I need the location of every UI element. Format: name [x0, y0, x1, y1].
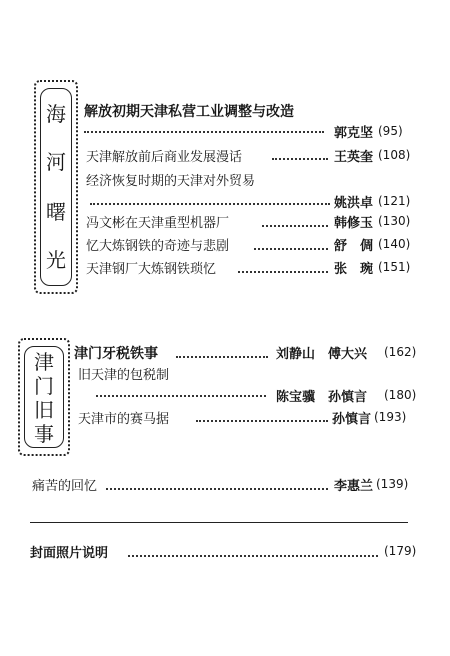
- toc-entry-title[interactable]: 封面照片说明: [30, 546, 109, 561]
- toc-entry-page: (179): [384, 544, 417, 558]
- toc-entry-page: (151): [378, 260, 411, 274]
- toc-entry-author: 姚洪卓: [334, 196, 374, 211]
- leader-dots: [196, 420, 328, 422]
- leader-dots: [128, 555, 378, 557]
- leader-dots: [106, 488, 328, 490]
- toc-entry-title[interactable]: 天津市的赛马据: [78, 412, 170, 427]
- toc-entry-author: 张 琬: [334, 262, 374, 277]
- separator-rule: [30, 522, 408, 523]
- badge-char: 旧: [34, 398, 54, 422]
- toc-entry-title[interactable]: 经济恢复时期的天津对外贸易: [86, 174, 256, 189]
- badge-char: 海: [46, 102, 66, 126]
- toc-entry-page: (130): [378, 214, 411, 228]
- toc-entry-title[interactable]: 津门牙税铁事: [74, 346, 158, 362]
- toc-entry-author: 刘静山 傅大兴: [276, 347, 368, 362]
- toc-entry-title[interactable]: 冯文彬在天津重型机器厂: [86, 216, 230, 231]
- toc-entry-page: (140): [378, 237, 411, 251]
- toc-entry-title[interactable]: 旧天津的包税制: [78, 368, 170, 383]
- badge-char: 河: [46, 150, 66, 174]
- leader-dots: [238, 271, 328, 273]
- toc-entry-title[interactable]: 痛苦的回忆: [32, 479, 98, 494]
- toc-entry-author: 孙慎言: [332, 412, 372, 427]
- leader-dots: [262, 225, 328, 227]
- toc-entry-page: (95): [378, 124, 403, 138]
- leader-dots: [254, 248, 328, 250]
- leader-dots: [90, 203, 330, 205]
- section-badge-jinmen-jiushi: [18, 338, 70, 456]
- badge-char: 事: [34, 422, 54, 446]
- badge-char: 津: [34, 350, 54, 374]
- leader-dots: [176, 356, 268, 358]
- leader-dots: [272, 158, 328, 160]
- toc-entry-page: (108): [378, 148, 411, 162]
- toc-entry-author: 韩修玉: [334, 216, 374, 231]
- toc-entry-title[interactable]: 天津钢厂大炼钢铁琐忆: [86, 262, 217, 277]
- section-badge-haihe-shuguang: [34, 80, 78, 294]
- toc-entry-author: 舒 倜: [334, 239, 374, 254]
- toc-entry-page: (139): [376, 477, 409, 491]
- badge-char: 光: [46, 248, 66, 272]
- toc-entry-author: 郭克坚: [334, 126, 374, 141]
- toc-entry-title[interactable]: 解放初期天津私营工业调整与改造: [84, 104, 294, 120]
- toc-entry-page: (162): [384, 345, 417, 359]
- toc-entry-page: (180): [384, 388, 417, 402]
- badge-char: 曙: [46, 200, 66, 224]
- toc-entry-author: 陈宝骥 孙慎言: [276, 390, 368, 405]
- toc-entry-author: 李惠兰: [334, 479, 374, 494]
- badge-char: 门: [34, 374, 54, 398]
- toc-entry-page: (193): [374, 410, 407, 424]
- toc-entry-title[interactable]: 天津解放前后商业发展漫话: [86, 150, 243, 165]
- toc-entry-title[interactable]: 忆大炼钢铁的奇迹与悲剧: [86, 239, 230, 254]
- toc-entry-author: 王英奎: [334, 150, 374, 165]
- leader-dots: [84, 131, 324, 133]
- leader-dots: [96, 395, 266, 397]
- toc-entry-page: (121): [378, 194, 411, 208]
